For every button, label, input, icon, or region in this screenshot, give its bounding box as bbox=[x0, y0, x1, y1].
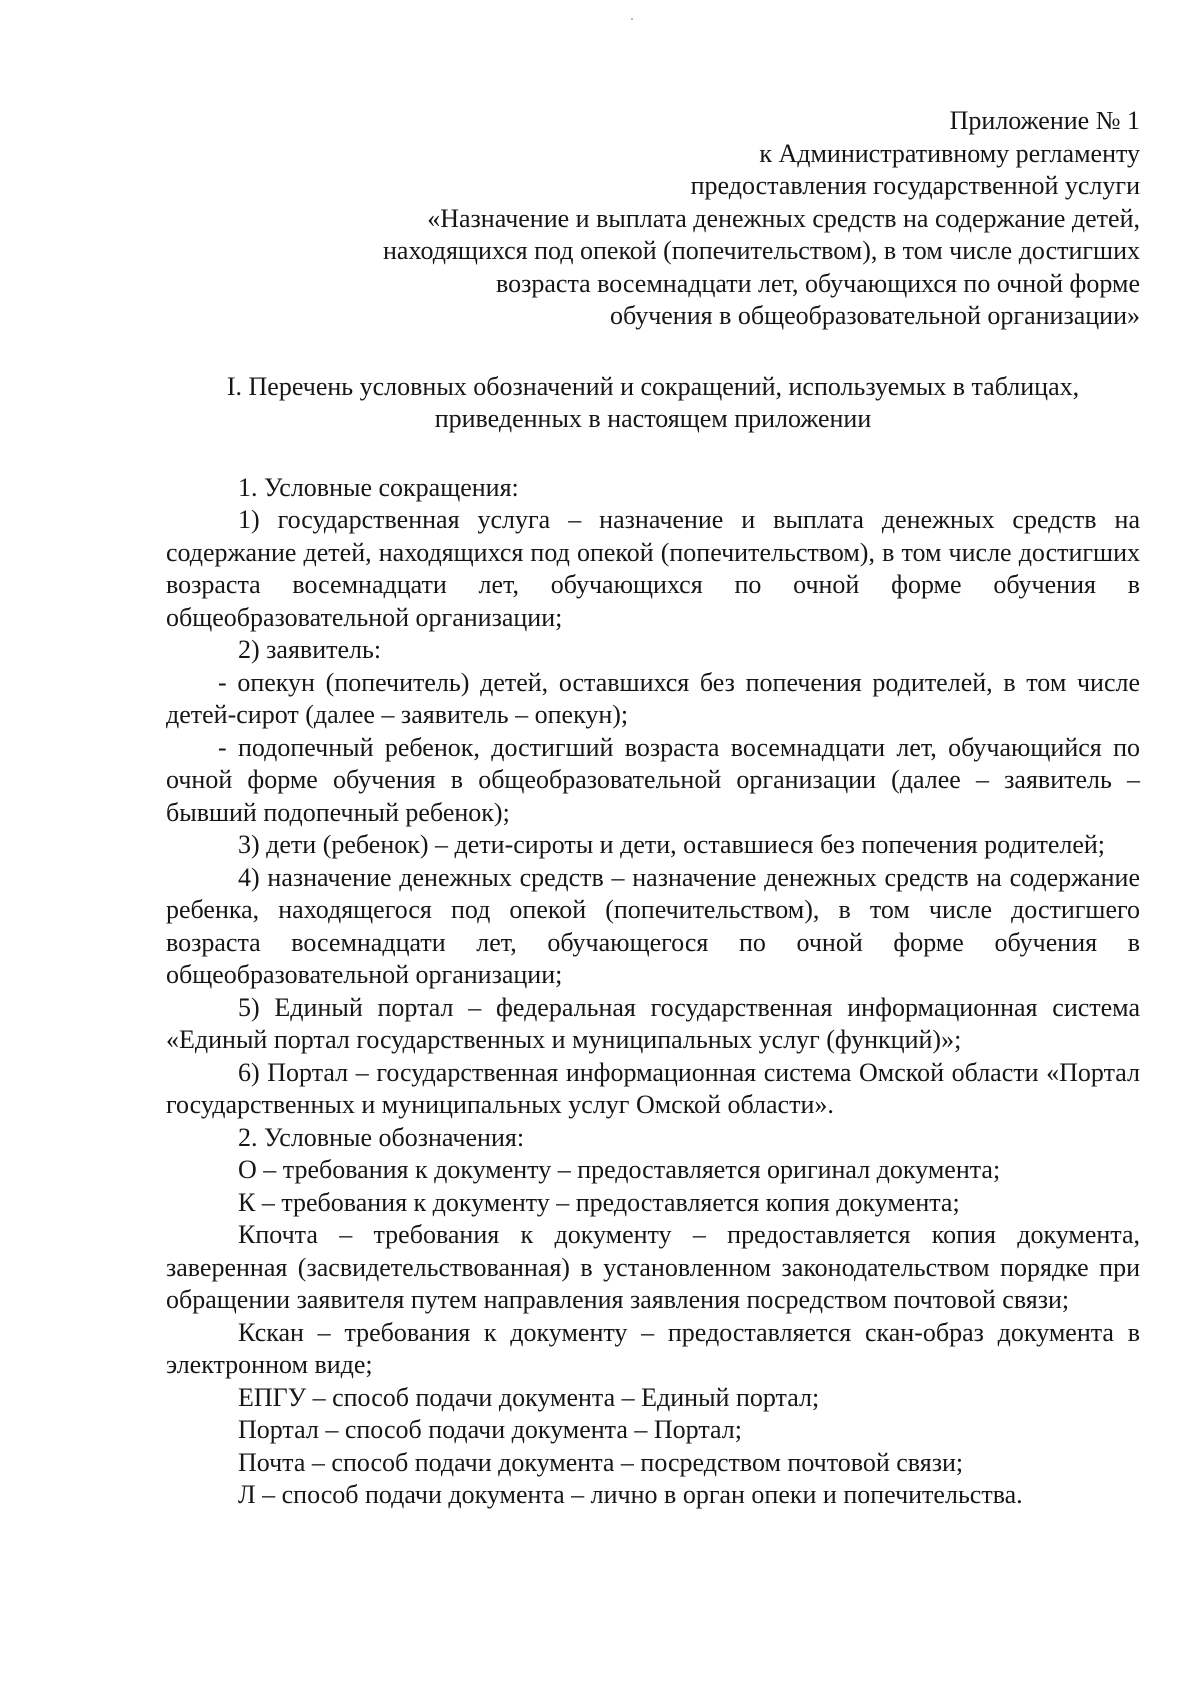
abbreviation-subitem: - подопечный ребенок, достигший возраста восемнадцати лет, обучающийся по очной форме обучения в общеобразовательной организации (далее – заявитель – бывший подопечный ребенок); bbox=[166, 732, 1140, 827]
abbreviation-item: 6) Портал – государственная информационная система Омской области «Портал государственных и муниципальных услуг Омской области». bbox=[166, 1057, 1140, 1119]
designation-item: Кпочта – требования к документу – предоставляется копия документа, заверенная (засвидетельствованная) в установленном законодательством порядке при обращении заявителя путем направления заявления посредством почтовой связи; bbox=[166, 1220, 1140, 1314]
abbreviation-item: 5) Единый портал – федеральная государственная информационная система «Единый портал государственных и муниципальных услуг (функций)»; bbox=[166, 992, 1140, 1054]
designations-heading: 2. Условные обозначения: bbox=[238, 1122, 525, 1152]
section-title bbox=[166, 371, 1140, 436]
header-line: к Административному регламенту bbox=[759, 138, 1140, 168]
header-line: находящихся под опекой (попечительством), в том числе достигших bbox=[383, 236, 1140, 265]
abbreviation-item: 1) государственная услуга – назначение и выплата денежных средств на содержание детей, находящихся под опекой (попечительством), в том числе достигших возраста восемнадцати лет, обучающихся по очной форме обучения в общеобразовательной организации; bbox=[166, 505, 1140, 632]
designation-item: Портал – способ подачи документа – Портал; bbox=[238, 1415, 742, 1444]
appendix-header bbox=[166, 105, 1140, 333]
designation-item: Почта – способ подачи документа – посредством почтовой связи; bbox=[238, 1447, 964, 1477]
designation-item: Кскан – требования к документу – предоставляется скан-образ документа в электронном виде; bbox=[166, 1317, 1140, 1379]
abbreviations-heading: 1. Условные сокращения: bbox=[238, 472, 519, 502]
designation-item: К – требования к документу – предоставляется копия документа; bbox=[238, 1187, 960, 1217]
header-line: возраста восемнадцати лет, обучающихся по очной форме bbox=[496, 268, 1140, 298]
header-line: предоставления государственной услуги bbox=[690, 171, 1140, 200]
header-line: «Назначение и выплата денежных средств на содержание детей, bbox=[427, 203, 1140, 233]
header-line: Приложение № 1 bbox=[949, 106, 1140, 135]
section-title-line: приведенных в настоящем приложении bbox=[434, 404, 872, 433]
section-title-line: I. Перечень условных обозначений и сокращений, используемых в таблицах, bbox=[226, 371, 1080, 401]
header-line: обучения в общеобразовательной организации» bbox=[609, 301, 1140, 330]
designation-item: О – требования к документу – предоставляется оригинал документа; bbox=[238, 1155, 1001, 1184]
abbreviation-item: 3) дети (ребенок) – дети-сироты и дети, оставшиеся без попечения родителей; bbox=[238, 830, 1106, 859]
abbreviation-item: 2) заявитель: bbox=[238, 635, 382, 664]
designation-item: Л – способ подачи документа – лично в орган опеки и попечительства. bbox=[238, 1480, 1023, 1509]
designation-item: ЕПГУ – способ подачи документа – Единый портал; bbox=[238, 1382, 820, 1412]
abbreviation-item: 4) назначение денежных средств – назначение денежных средств на содержание ребенка, находящегося под опекой (попечительством), в том числе достигшего возраста восемнадцати лет, обучающегося по очной форме обучения в общеобразовательной организации; bbox=[166, 862, 1140, 989]
abbreviation-subitem: - опекун (попечитель) детей, оставшихся без попечения родителей, в том числе детей-сирот (далее – заявитель – опекун); bbox=[166, 667, 1140, 729]
